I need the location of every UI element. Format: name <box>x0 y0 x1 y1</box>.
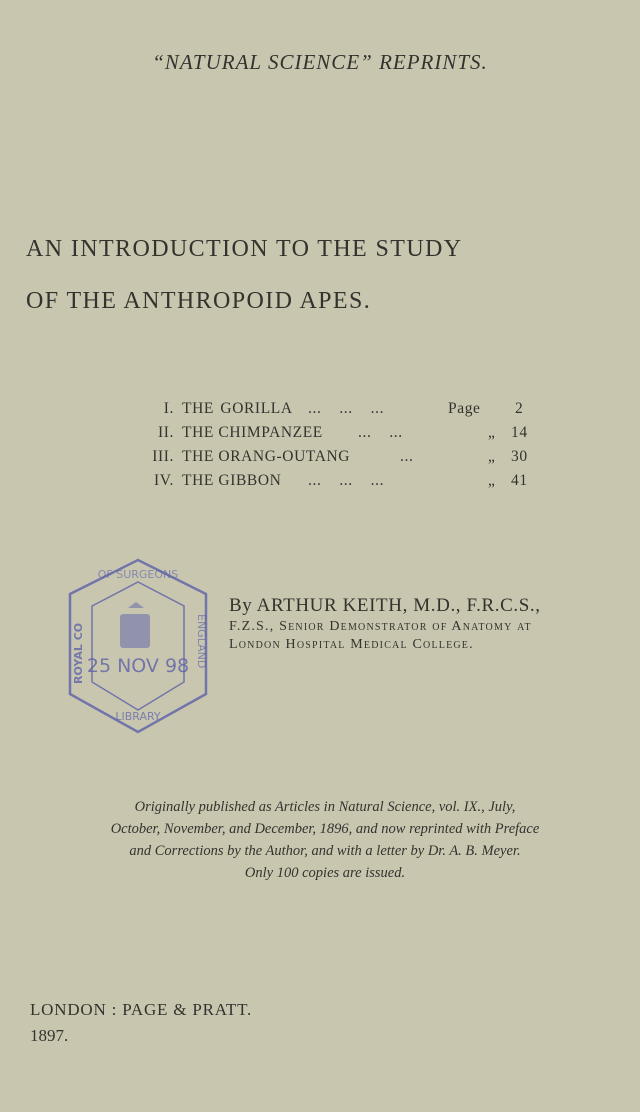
toc-title: THE GORILLA <box>182 400 293 417</box>
toc-entry <box>0 424 640 448</box>
stamp-text-left: ROYAL CO <box>72 622 85 684</box>
toc-entry <box>0 472 640 496</box>
toc-page-number: 14 <box>511 424 528 441</box>
toc-number: II. <box>158 424 174 441</box>
note-line: Originally published as Articles in Natural Science, vol. IX., July, <box>134 799 516 815</box>
toc-leader: ... ... ... <box>308 400 385 417</box>
toc-page-label: Page <box>448 400 481 417</box>
library-stamp <box>58 554 218 738</box>
stamp-date: 25 NOV 98 <box>86 655 190 677</box>
toc-page-number: 30 <box>511 448 528 465</box>
toc-leader: ... <box>400 448 414 465</box>
toc-page-label: „ <box>488 448 496 465</box>
toc-page-label: „ <box>488 424 496 441</box>
toc-number: IV. <box>153 472 174 489</box>
publication-year: 1897. <box>30 1026 69 1045</box>
toc-page-label: „ <box>488 472 496 489</box>
book-title-line-2: OF THE ANTHROPOID APES. <box>26 288 372 314</box>
toc-page-number: 2 <box>515 400 524 417</box>
stamp-crest-icon <box>120 602 150 648</box>
toc-number: I. <box>163 400 174 417</box>
note-line: and Corrections by the Author, and with a letter by Dr. A. B. Meyer. <box>129 843 521 859</box>
author-affiliation: London Hospital Medical College. <box>229 637 474 652</box>
toc-page-number: 41 <box>511 472 528 489</box>
toc-title: THE GIBBON <box>182 472 282 489</box>
toc-leader: ... ... ... <box>308 472 385 489</box>
stamp-text-bottom: LIBRARY <box>115 710 161 723</box>
table-of-contents <box>0 400 640 496</box>
book-title-line-1: AN INTRODUCTION TO THE STUDY <box>26 236 463 262</box>
author-block <box>229 595 629 653</box>
toc-entry <box>0 448 640 472</box>
publisher-imprint: LONDON : PAGE & PRATT. <box>30 1000 253 1019</box>
stamp-text-top: OF SURGEONS <box>97 568 179 581</box>
toc-leader: ... ... <box>358 424 403 441</box>
toc-entry <box>0 400 640 424</box>
toc-title: THE ORANG-OUTANG <box>182 448 351 465</box>
author-credentials: F.Z.S., Senior Demonstrator of Anatomy at <box>229 619 532 634</box>
note-line: Only 100 copies are issued. <box>244 865 406 881</box>
publication-note <box>40 796 610 884</box>
author-name: By ARTHUR KEITH, M.D., F.R.C.S., <box>229 595 541 616</box>
stamp-text-right: ENGLAND <box>195 614 208 669</box>
toc-title: THE CHIMPANZEE <box>182 424 323 441</box>
series-title: “NATURAL SCIENCE” REPRINTS. <box>152 50 488 74</box>
toc-number: III. <box>152 448 174 465</box>
note-line: October, November, and December, 1896, and now reprinted with Preface <box>110 821 540 837</box>
